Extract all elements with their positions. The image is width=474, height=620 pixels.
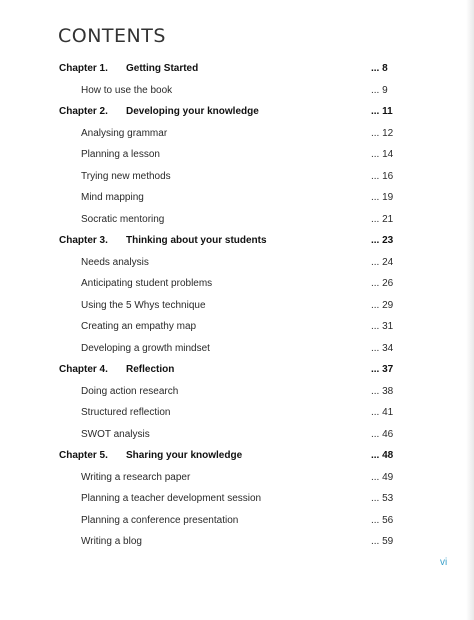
- section-title: Structured reflection: [81, 407, 171, 418]
- section-title: Planning a teacher development session: [81, 493, 262, 504]
- page-number: ... 23: [371, 235, 394, 246]
- page-number: ... 12: [371, 127, 394, 139]
- chapter-number: Chapter 2.: [59, 106, 108, 117]
- chapter-number: Chapter 3.: [59, 235, 108, 246]
- toc-section-row: [0, 209, 474, 231]
- toc-section-row: [0, 338, 474, 360]
- toc-chapter-row: [0, 58, 474, 80]
- table-of-contents: [0, 58, 474, 553]
- chapter-title: Reflection: [126, 364, 175, 375]
- toc-section-row: [0, 273, 474, 295]
- page-number: ... 34: [371, 342, 394, 354]
- toc-section-row: [0, 166, 474, 188]
- page-number: ... 59: [371, 536, 394, 547]
- toc-section-row: [0, 295, 474, 317]
- page-number: ... 38: [371, 385, 394, 397]
- section-title: Creating an empathy map: [81, 321, 197, 332]
- toc-section-row: [0, 488, 474, 510]
- page-number: ... 31: [371, 321, 394, 332]
- section-title: Planning a lesson: [81, 149, 160, 160]
- page-number: ... 46: [371, 428, 394, 440]
- page-number: ... 49: [371, 471, 394, 483]
- toc-section-row: [0, 187, 474, 209]
- toc-chapter-row: [0, 230, 474, 252]
- page-number: ... 24: [371, 256, 394, 268]
- page-number: ... 48: [371, 450, 394, 461]
- page-number: ... 37: [371, 364, 394, 375]
- page-number: ... 19: [371, 192, 394, 203]
- page-number: ... 14: [371, 149, 394, 160]
- chapter-title: Getting Started: [126, 63, 199, 74]
- page-number: ... 53: [371, 493, 394, 504]
- section-title: Anticipating student problems: [81, 278, 213, 289]
- section-title: Using the 5 Whys technique: [81, 299, 206, 311]
- section-title: Developing a growth mindset: [81, 342, 210, 354]
- page-number: ... 8: [371, 63, 388, 74]
- section-title: Planning a conference presentation: [81, 514, 239, 526]
- section-title: Writing a research paper: [81, 471, 191, 483]
- chapter-number: Chapter 5.: [59, 450, 108, 461]
- section-title: How to use the book: [81, 84, 173, 96]
- toc-chapter-row: [0, 445, 474, 467]
- toc-section-row: [0, 381, 474, 403]
- page-number: ... 56: [371, 514, 394, 526]
- toc-section-row: [0, 424, 474, 446]
- toc-section-row: [0, 316, 474, 338]
- section-title: Needs analysis: [81, 256, 149, 268]
- toc-chapter-row: [0, 359, 474, 381]
- toc-section-row: [0, 402, 474, 424]
- page-number: ... 11: [371, 106, 393, 117]
- toc-section-row: [0, 252, 474, 274]
- page-number: ... 16: [371, 170, 394, 182]
- toc-section-row: [0, 144, 474, 166]
- chapter-title: Sharing your knowledge: [126, 450, 243, 461]
- page-folio: vi: [440, 557, 448, 568]
- section-title: Analysing grammar: [81, 127, 168, 139]
- page-title: CONTENTS: [58, 24, 166, 47]
- toc-section-row: [0, 510, 474, 532]
- page-number: ... 9: [371, 84, 388, 96]
- chapter-title: Developing your knowledge: [126, 106, 259, 117]
- chapter-number: Chapter 1.: [59, 63, 108, 74]
- section-title: Writing a blog: [81, 536, 142, 547]
- chapter-number: Chapter 4.: [59, 364, 108, 375]
- section-title: Socratic mentoring: [81, 213, 165, 225]
- section-title: Trying new methods: [81, 170, 171, 182]
- toc-section-row: [0, 531, 474, 553]
- section-title: SWOT analysis: [81, 428, 150, 440]
- section-title: Doing action research: [81, 385, 179, 397]
- page-number: ... 21: [371, 213, 394, 225]
- page-number: ... 29: [371, 299, 394, 311]
- toc-section-row: [0, 123, 474, 145]
- chapter-title: Thinking about your students: [126, 235, 267, 246]
- toc-section-row: [0, 80, 474, 102]
- toc-chapter-row: [0, 101, 474, 123]
- toc-section-row: [0, 467, 474, 489]
- page-number: ... 41: [371, 407, 394, 418]
- section-title: Mind mapping: [81, 192, 144, 203]
- page-number: ... 26: [371, 278, 394, 289]
